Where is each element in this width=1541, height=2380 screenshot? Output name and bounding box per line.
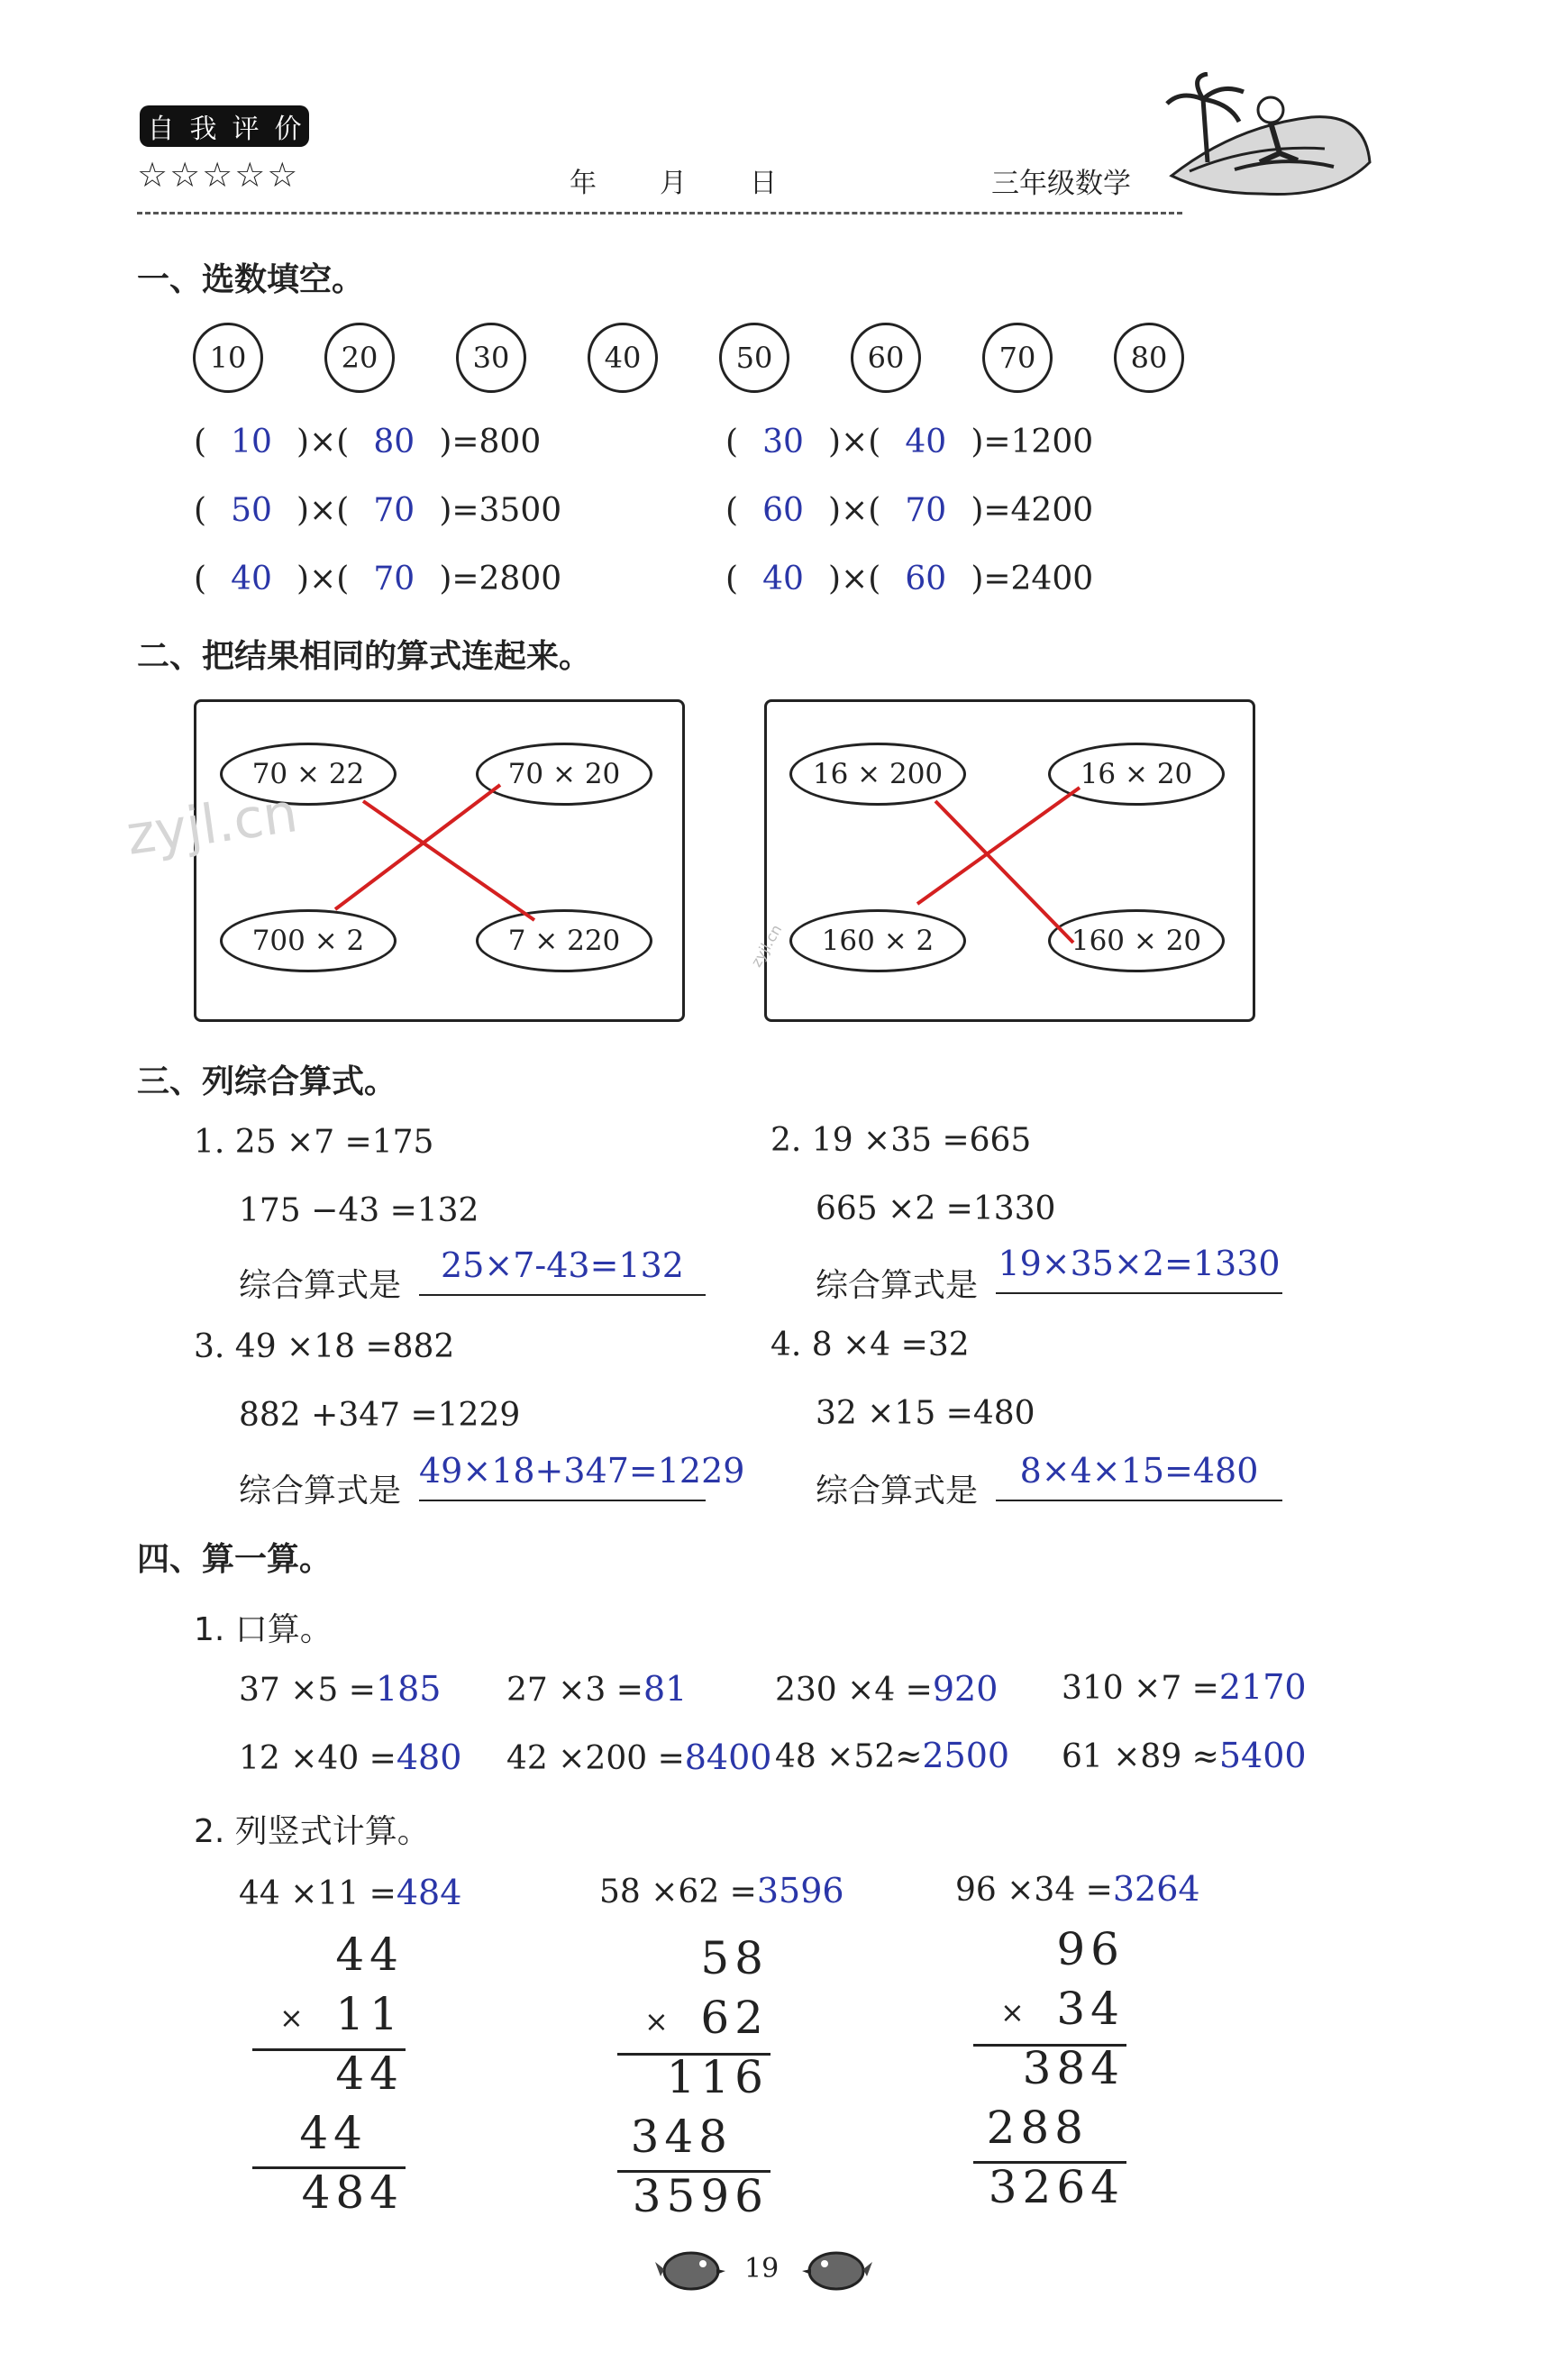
- vertical-top: 96: [1056, 1923, 1125, 1975]
- expression-oval[interactable]: 160 × 2: [789, 909, 966, 972]
- question-text: 96 ×34 =: [955, 1872, 1113, 1909]
- answer-value: 70: [905, 492, 947, 529]
- answer-value: 50: [231, 492, 272, 529]
- subsection-oral: 1. 口算。: [194, 1611, 333, 1648]
- rating-stars[interactable]: ☆☆☆☆☆: [137, 155, 300, 195]
- self-evaluation-badge: [140, 105, 309, 147]
- fill-row: ( 60 )×( 70 )=4200: [725, 492, 1094, 529]
- watermark: zyjl.cn: [123, 781, 302, 868]
- number-circle: 10: [193, 323, 263, 393]
- answer-value: 920: [932, 1669, 998, 1709]
- times-sign: ×: [1000, 1995, 1025, 2029]
- result-value: =2400: [983, 561, 1094, 597]
- vertical-question: [599, 1871, 844, 1910]
- oral-question: [775, 1669, 998, 1709]
- combined-answer: 49×18+347=1229: [419, 1451, 745, 1491]
- number-circle: 80: [1114, 323, 1184, 393]
- question-text: 42 ×200 =: [506, 1740, 685, 1777]
- date-day-label: 日: [750, 168, 777, 199]
- combined-label: 综合算式是: [239, 1473, 402, 1509]
- times-sign: ×: [644, 2004, 669, 2038]
- combined-label: 综合算式是: [816, 1473, 979, 1509]
- vertical-question: [955, 1869, 1200, 1909]
- question-text: 61 ×89 ≈: [1062, 1738, 1219, 1775]
- vertical-multiplier: 34: [1056, 1983, 1125, 2035]
- partial-product: 348: [630, 2111, 733, 2163]
- answer-value: 40: [905, 424, 947, 460]
- final-product: 3596: [632, 2170, 769, 2222]
- partial-product: 116: [666, 2051, 769, 2103]
- step-line: 4. 8 ×4 =32: [770, 1327, 970, 1363]
- number-circle: 50: [719, 323, 789, 393]
- combined-label: 综合算式是: [239, 1267, 402, 1304]
- surfer-illustration-icon: [1153, 72, 1379, 207]
- badge-char: 我: [190, 106, 217, 146]
- result-value: =800: [451, 424, 542, 460]
- result-value: =1200: [983, 424, 1094, 460]
- partial-product: 288: [986, 2102, 1089, 2154]
- number-circle: 60: [851, 323, 921, 393]
- oral-question: [506, 1669, 687, 1709]
- bird-left-icon: [653, 2242, 725, 2296]
- number-circle: 30: [456, 323, 526, 393]
- answer-value: 3264: [1112, 1869, 1200, 1909]
- step-line: 1. 25 ×7 =175: [194, 1124, 434, 1161]
- question-text: 310 ×7 =: [1062, 1670, 1219, 1707]
- connection-lines-box2: [764, 699, 1255, 1022]
- step-line: 882 +347 =1229: [239, 1397, 521, 1434]
- question-text: 27 ×3 =: [506, 1672, 643, 1709]
- final-product: 3264: [988, 2161, 1125, 2213]
- vertical-question: [239, 1873, 461, 1912]
- answer-value: 8400: [684, 1737, 772, 1777]
- expression-oval[interactable]: 160 × 20: [1048, 909, 1225, 972]
- expression-oval[interactable]: 700 × 2: [220, 909, 397, 972]
- step-line: 175 −43 =132: [239, 1192, 479, 1229]
- question-text: 230 ×4 =: [775, 1672, 933, 1709]
- answer-value: 70: [373, 492, 415, 529]
- question-text: 44 ×11 =: [239, 1875, 397, 1912]
- answer-value: 5400: [1218, 1736, 1307, 1775]
- oral-question: [506, 1737, 771, 1777]
- number-circle: 70: [982, 323, 1053, 393]
- number-circle: 20: [324, 323, 395, 393]
- answer-value: 60: [905, 561, 947, 597]
- page-number: 19: [744, 2253, 780, 2284]
- answer-value: 2500: [922, 1736, 1010, 1775]
- header-divider: [137, 212, 1182, 214]
- partial-product: 384: [1022, 2042, 1125, 2094]
- combined-label: 综合算式是: [816, 1267, 979, 1304]
- watermark-small: zyjl.cn: [747, 921, 786, 971]
- oral-question: [775, 1736, 1009, 1775]
- answer-value: 10: [231, 424, 272, 460]
- answer-value: 70: [373, 561, 415, 597]
- vertical-top: 44: [335, 1929, 404, 1981]
- badge-char: 自: [148, 106, 175, 146]
- vertical-multiplier: 11: [335, 1988, 404, 2040]
- step-line: 3. 49 ×18 =882: [194, 1328, 455, 1365]
- partial-product: 44: [299, 2107, 368, 2159]
- result-value: =4200: [983, 492, 1094, 529]
- date-year-label: 年: [570, 168, 597, 199]
- answer-value: 40: [762, 561, 804, 597]
- answer-value: 3596: [756, 1871, 844, 1910]
- connection-lines-box1: [194, 699, 685, 1022]
- subsection-vertical: 2. 列竖式计算。: [194, 1813, 430, 1850]
- answer-value: 81: [643, 1669, 688, 1709]
- question-text: 48 ×52≈: [775, 1738, 923, 1775]
- expression-oval[interactable]: 70 × 20: [476, 743, 652, 806]
- oral-question: [1062, 1736, 1307, 1775]
- badge-char: 评: [233, 106, 260, 146]
- oral-question: [239, 1669, 441, 1709]
- combined-answer: 8×4×15=480: [1019, 1451, 1259, 1491]
- subject-label: 三年级数学: [991, 168, 1131, 200]
- answer-value: 30: [762, 424, 804, 460]
- answer-value: 80: [373, 424, 415, 460]
- expression-oval[interactable]: 16 × 20: [1048, 743, 1225, 806]
- combined-answer: 25×7-43=132: [441, 1245, 684, 1285]
- times-sign: ×: [279, 2001, 304, 2035]
- answer-value: 185: [375, 1669, 442, 1709]
- partial-product: 44: [335, 2047, 404, 2100]
- fill-row: ( 40 )×( 70 )=2800: [194, 561, 562, 597]
- date-month-label: 月: [660, 168, 687, 199]
- bird-right-icon: [802, 2242, 874, 2296]
- section4-title: 四、算一算。: [137, 1541, 333, 1578]
- vertical-multiplier: 62: [700, 1992, 769, 2044]
- step-line: 32 ×15 =480: [816, 1395, 1035, 1432]
- final-product: 484: [301, 2166, 404, 2219]
- badge-char: 价: [275, 106, 302, 146]
- step-line: 2. 19 ×35 =665: [770, 1122, 1032, 1159]
- result-value: =2800: [451, 561, 562, 597]
- answer-value: 484: [396, 1873, 462, 1912]
- expression-oval[interactable]: 16 × 200: [789, 743, 966, 806]
- question-text: 37 ×5 =: [239, 1672, 376, 1709]
- answer-value: 60: [762, 492, 804, 529]
- fill-row: ( 50 )×( 70 )=3500: [194, 492, 562, 529]
- section1-title: 一、选数填空。: [137, 261, 365, 298]
- oral-question: [1062, 1667, 1307, 1707]
- oral-question: [239, 1737, 461, 1777]
- number-circle: 40: [588, 323, 658, 393]
- expression-oval[interactable]: 70 × 22: [220, 743, 397, 806]
- fill-row: ( 40 )×( 60 )=2400: [725, 561, 1094, 597]
- step-line: 665 ×2 =1330: [816, 1190, 1056, 1227]
- answer-value: 40: [231, 561, 272, 597]
- fill-row: ( 10 )×( 80 )=800: [194, 424, 542, 460]
- section3-title: 三、列综合算式。: [137, 1063, 397, 1100]
- result-value: =3500: [451, 492, 562, 529]
- fill-row: ( 30 )×( 40 )=1200: [725, 424, 1094, 460]
- expression-oval[interactable]: 7 × 220: [476, 909, 652, 972]
- section2-title: 二、把结果相同的算式连起来。: [137, 638, 592, 675]
- answer-value: 2170: [1218, 1667, 1307, 1707]
- answer-value: 480: [396, 1737, 462, 1777]
- vertical-top: 58: [700, 1932, 769, 1984]
- combined-answer: 19×35×2=1330: [998, 1244, 1281, 1283]
- question-text: 58 ×62 =: [599, 1874, 757, 1910]
- question-text: 12 ×40 =: [239, 1740, 397, 1777]
